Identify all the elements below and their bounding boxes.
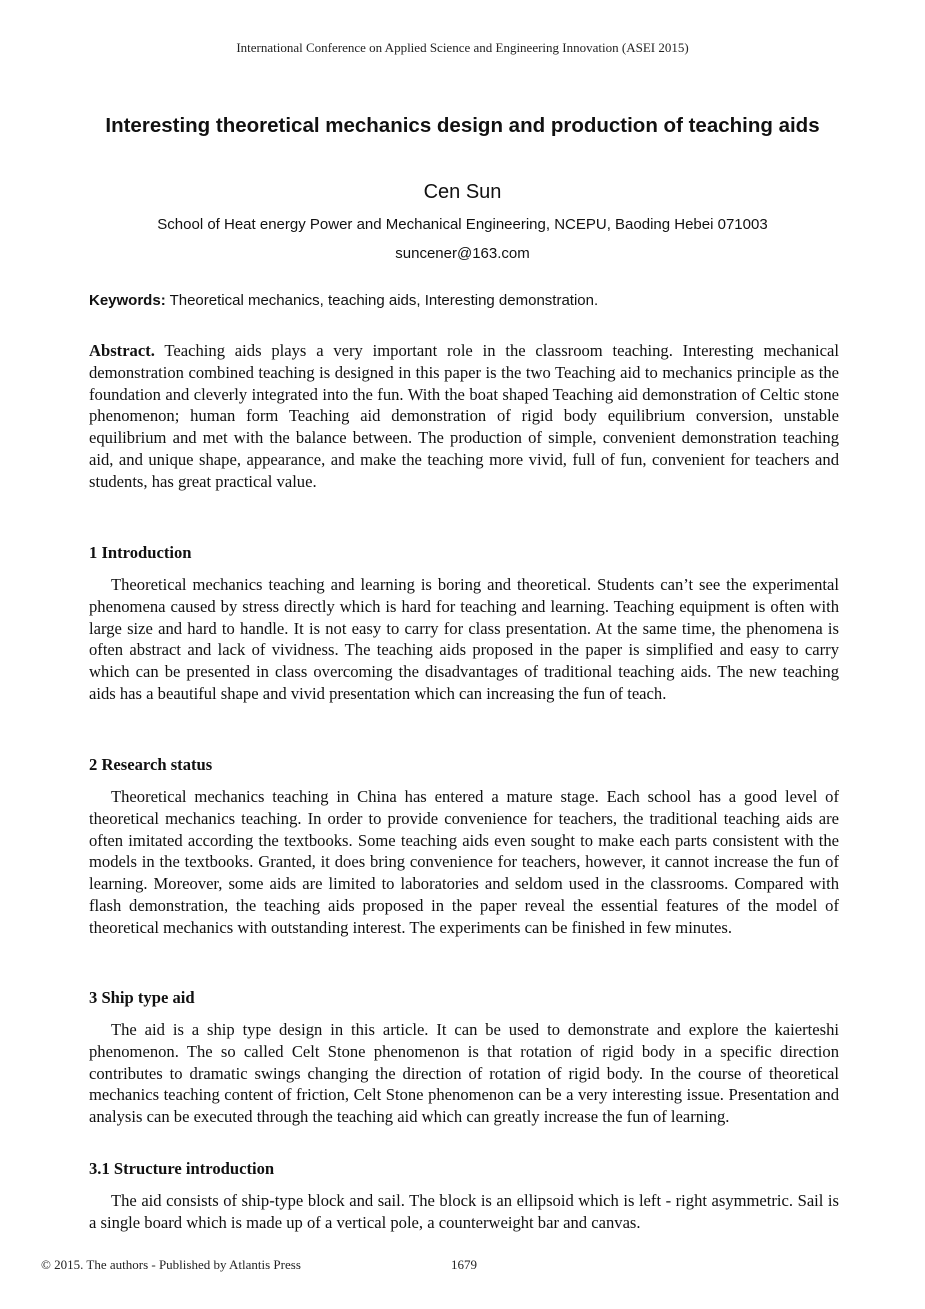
section-body-structure-introduction: The aid consists of ship-type block and sail. The block is an ellipsoid which is left - right asymmetric. Sail is a single board which is made up of a vertical pole, a counterweight bar and canvas. — [89, 1191, 839, 1232]
section-heading-structure-introduction: 3.1 Structure introduction — [89, 1159, 275, 1178]
author-affiliation: School of Heat energy Power and Mechanical Engineering, NCEPU, Baoding Hebei 071003 — [157, 216, 768, 233]
abstract-label: Abstract. — [89, 341, 155, 360]
section-heading-introduction: 1 Introduction — [89, 543, 192, 562]
author-name: Cen Sun — [423, 181, 502, 203]
abstract-text: Teaching aids plays a very important role in the classroom teaching. Interesting mechanical demonstration combined teaching is designed in this paper is the two Teaching aid to mechanics principle as the foundation and cleverly integrated into the fun. With the boat shaped Teaching aid demonstration of Celtic stone phenomenon; human form Teaching aid demonstration of rigid body equilibrium conversion, unstable equilibrium and met with the balance between. The production of simple, convenient demonstration teaching aid, and unique shape, appearance, and make the teaching more vivid, full of fun, convenient for teachers and students, has great practical value. — [89, 341, 839, 491]
keywords-text: Theoretical mechanics, teaching aids, Interesting demonstration. — [165, 292, 599, 309]
section-body-introduction: Theoretical mechanics teaching and learning is boring and theoretical. Students can’t see the experimental phenomena caused by stress directly which is hard for teaching and learning. Teaching equipment is often with large size and hard to handle. It is not easy to carry for class presentation. At the same time, the phenomena is often abstract and lack of vividness. The teaching aids proposed in the paper is simplified and easy to carry which can be presented in class overcoming the disadvantages of traditional teaching aids. The new teaching aids has a beautiful shape and vivid presentation which can increasing the fun of teach. — [89, 575, 839, 703]
keywords — [89, 292, 839, 309]
paper-title: Interesting theoretical mechanics design and production of teaching aids — [105, 114, 820, 137]
section-body-research-status: Theoretical mechanics teaching in China has entered a mature stage. Each school has a good level of theoretical mechanics teaching. In order to provide convenience for teachers, the traditional teaching aids are often imitated according the textbooks. Some teaching aids even sought to make each parts consistent with the models in the textbooks. Granted, it does bring convenience for teachers, however, it cannot increase the fun of learning. Moreover, some aids are limited to laboratories and seldom used in the classrooms. Compared with flash demonstration, the teaching aids proposed in the paper reveal the essential features of the model of theoretical mechanics with outstanding interest. The experiments can be finished in few minutes. — [89, 787, 839, 937]
section-heading-research-status: 2 Research status — [89, 755, 213, 774]
section-body-ship-type-aid: The aid is a ship type design in this article. It can be used to demonstrate and explore the kaierteshi phenomenon. The so called Celt Stone phenomenon is that rotation of rigid body in a specific direction contributes to dramatic swings changing the direction of rotation of rigid body. In the course of theoretical mechanics teaching content of friction, Celt Stone phenomenon can be a very interesting issue. Presentation and analysis can be executed through the teaching aid which can greatly increase the fun of learning. — [89, 1020, 839, 1127]
abstract — [89, 340, 839, 493]
page-number: 1679 — [451, 1257, 477, 1272]
running-head: International Conference on Applied Science and Engineering Innovation (ASEI 2015) — [236, 40, 689, 55]
section-heading-ship-type-aid: 3 Ship type aid — [89, 988, 195, 1007]
author-email: suncener@163.com — [395, 245, 530, 262]
footer-copyright: © 2015. The authors - Published by Atlantis Press — [41, 1257, 301, 1272]
keywords-label: Keywords: — [89, 292, 166, 309]
